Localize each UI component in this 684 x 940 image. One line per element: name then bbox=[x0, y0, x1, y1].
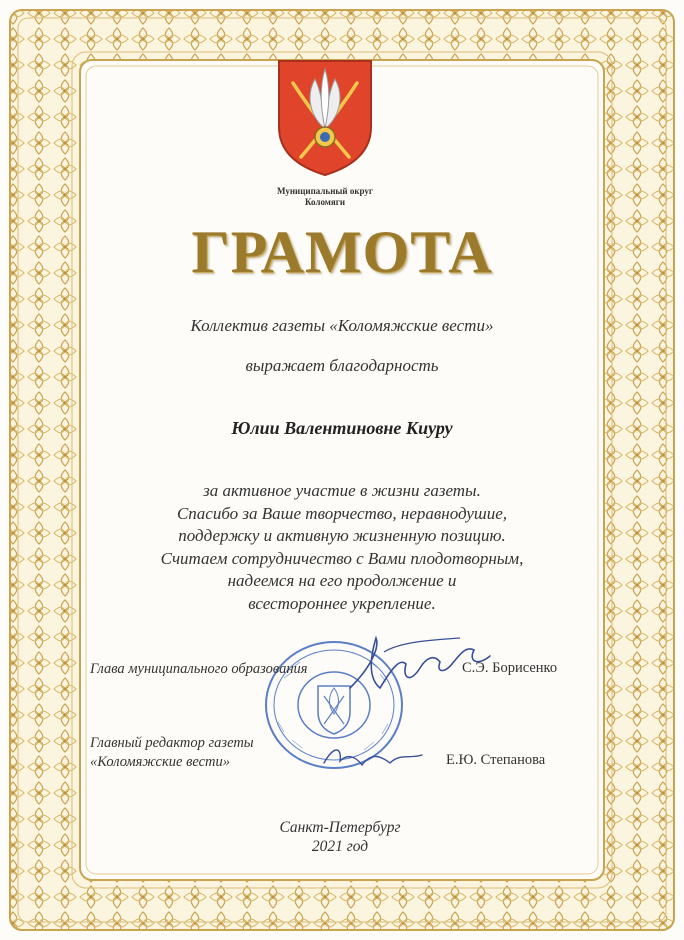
signature-stepanova bbox=[318, 735, 428, 775]
place-and-date bbox=[220, 818, 460, 856]
from-line: Коллектив газеты «Коломяжские вести» bbox=[190, 316, 494, 335]
role-line: Глава муниципального образования bbox=[90, 661, 308, 677]
signatory-name: Е.Ю. Степанова bbox=[446, 752, 546, 768]
signatory-role bbox=[90, 660, 308, 679]
body-line: всестороннее укрепление. bbox=[248, 593, 436, 613]
role-line: «Коломяжские вести» bbox=[90, 754, 231, 770]
body-line: за активное участие в жизни газеты. bbox=[203, 481, 481, 500]
place-name: Санкт-Петербург bbox=[279, 819, 401, 836]
gratitude-text bbox=[120, 480, 564, 615]
municipality-line2: Коломяги bbox=[304, 197, 346, 207]
municipality-line1: Муниципальный округ bbox=[277, 186, 373, 196]
body-line: Спасибо за Ваше творчество, неравнодушие, bbox=[176, 503, 508, 523]
role-line: Главный редактор газеты bbox=[90, 735, 254, 751]
body-line: Считаем сотрудничество с Вами плодотворным, bbox=[160, 548, 524, 568]
coat-of-arms-icon bbox=[275, 57, 375, 179]
body-line: поддержку и активную жизненную позицию. bbox=[178, 526, 506, 545]
recipient-name: Юлии Валентиновне Киуру bbox=[231, 418, 453, 438]
year: 2021 год bbox=[311, 838, 369, 855]
signatory-name: С.Э. Борисенко bbox=[462, 660, 558, 676]
municipality-name bbox=[230, 186, 420, 208]
certificate-title: ГРАМОТА bbox=[191, 219, 493, 285]
body-line: надеемся на его продолжение и bbox=[227, 571, 457, 590]
signatory-role bbox=[90, 734, 254, 772]
action-line: выражает благодарность bbox=[245, 356, 439, 375]
